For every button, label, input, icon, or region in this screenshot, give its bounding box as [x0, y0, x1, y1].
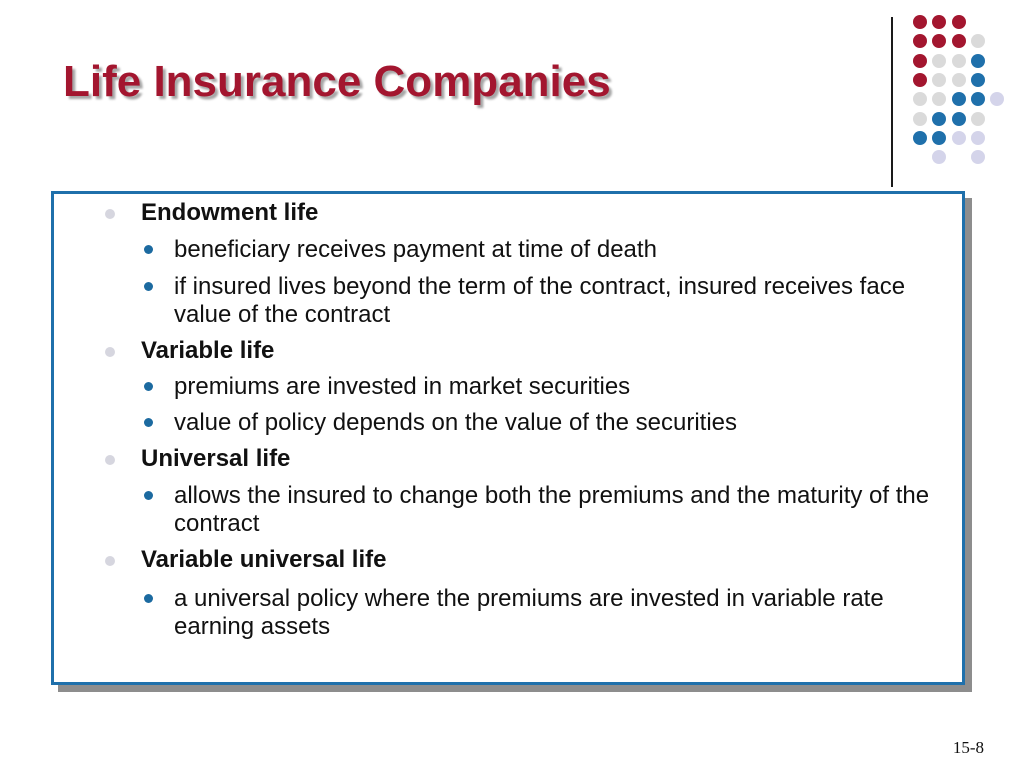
decor-dot [913, 54, 927, 68]
decor-dot [971, 112, 985, 126]
decor-dot [913, 34, 927, 48]
decor-dot [971, 73, 985, 87]
bullet-icon [105, 455, 115, 465]
decor-dot [932, 92, 946, 106]
decor-dot [952, 54, 966, 68]
sub-bullet-text: value of policy depends on the value of the securities [174, 409, 738, 436]
decor-dot [913, 73, 927, 87]
decor-dot [971, 54, 985, 68]
bullet-heading: Variable universal life [141, 546, 387, 573]
decor-dot [990, 92, 1004, 106]
decor-dot [952, 92, 966, 106]
content-box [51, 191, 965, 685]
decor-dot [932, 131, 946, 145]
bullet-icon [105, 209, 115, 219]
decor-dot [932, 34, 946, 48]
decor-dot [913, 15, 927, 29]
decor-dot [952, 34, 966, 48]
title-divider-line [891, 17, 893, 187]
sub-bullet-icon [144, 382, 153, 391]
sub-bullet-text: premiums are invested in market securities [174, 373, 631, 400]
sub-bullet-text: allows the insured to change both the premiums and the maturity of the contract [174, 482, 930, 537]
sub-bullet-icon [144, 282, 153, 291]
decor-dot [971, 131, 985, 145]
decor-dot [932, 150, 946, 164]
decor-dot [913, 131, 927, 145]
decor-dot [913, 112, 927, 126]
decor-dot [952, 15, 966, 29]
sub-bullet-icon [144, 418, 153, 427]
bullet-icon [105, 347, 115, 357]
slide-title: Life Insurance Companies [63, 57, 611, 106]
decor-dot [932, 112, 946, 126]
page-number: 15-8 [952, 738, 984, 757]
sub-bullet-icon [144, 594, 153, 603]
sub-bullet-text: beneficiary receives payment at time of death [174, 236, 657, 263]
decor-dot [952, 131, 966, 145]
sub-bullet-text: a universal policy where the premiums are invested in variable rate earning assets [174, 585, 884, 640]
sub-bullet-icon [144, 491, 153, 500]
decor-dot [952, 73, 966, 87]
bullet-heading: Universal life [141, 445, 291, 472]
decor-dot [932, 15, 946, 29]
sub-bullet-text: if insured lives beyond the term of the contract, insured receives face value of the contract [174, 273, 906, 328]
decor-dot [971, 150, 985, 164]
decor-dot [952, 112, 966, 126]
decor-dot [932, 73, 946, 87]
decor-dot [971, 34, 985, 48]
sub-bullet-icon [144, 245, 153, 254]
decor-dot [913, 92, 927, 106]
bullet-heading: Endowment life [141, 199, 319, 226]
decor-dot [932, 54, 946, 68]
bullet-icon [105, 556, 115, 566]
decor-dot [971, 92, 985, 106]
bullet-heading: Variable life [141, 337, 275, 364]
